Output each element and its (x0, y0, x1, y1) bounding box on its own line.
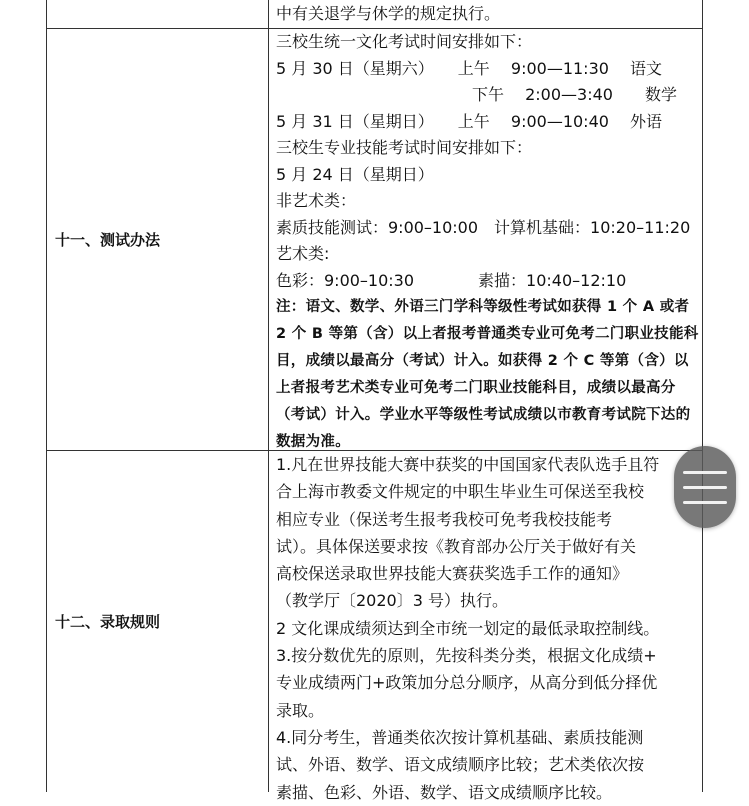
row-label-admission-rules: 十二、录取规则 (55, 613, 161, 631)
content-line: 三校生专业技能考试时间安排如下： (276, 138, 533, 157)
previous-row-text: 中有关退学与休学的规定执行。 (276, 4, 501, 23)
content-line: 试）。具体保送要求按《教育部办公厅关于做好有关 (276, 536, 637, 556)
content-line: 2 文化课成绩须达到全市统一划定的最低录取控制线。 (276, 618, 660, 638)
table-column-divider (268, 0, 269, 792)
content-line: 4.同分考生，普通类依次按计算机基础、素质技能测 (276, 727, 644, 747)
menu-bar (683, 471, 727, 474)
table-border-right (702, 0, 703, 792)
content-line: 素质技能测试：9:00–10:00 计算机基础：10:20–11:20 (276, 217, 691, 237)
admission-rules-content (276, 451, 700, 806)
content-line: 5 月 31 日（星期日） 上午 9:00—10:40 外语 (276, 111, 663, 131)
content-line: 素描、色彩、外语、数学、语文成绩顺序比较。 (276, 782, 613, 802)
content-line: 高校保送录取世界技能大赛获奖选手工作的通知》 (276, 564, 629, 584)
content-line: 5 月 30 日（星期六） 上午 9:00—11:30 语文 (276, 58, 663, 78)
content-line: 合上海市教委文件规定的中职生毕业生可保送至我校 (276, 482, 645, 502)
content-line: （教学厅〔2020〕3 号）执行。 (276, 591, 508, 611)
menu-bar (683, 486, 727, 489)
content-line: 非艺术类： (276, 191, 357, 210)
content-line: 专业成绩两门+政策加分总分顺序，从高分到低分择优 (276, 673, 658, 693)
content-line: 艺术类: (276, 244, 330, 263)
content-line: 1.凡在世界技能大赛中获奖的中国国家代表队选手且符 (276, 455, 660, 474)
row-label-test-method: 十一、测试办法 (55, 231, 161, 249)
content-line: 录取。 (276, 700, 325, 720)
menu-icon[interactable] (674, 446, 736, 528)
menu-bar (683, 501, 727, 504)
test-method-content (276, 29, 700, 455)
content-line: 5 月 24 日（星期日） (276, 164, 434, 184)
content-line: 色彩：9:00–10:30 素描：10:40–12:10 (276, 270, 627, 290)
content-line: 3.按分数优先的原则，先按科类分类，根据文化成绩+ (276, 646, 657, 666)
content-line: 下午 2:00—3:40 数学 (472, 85, 677, 104)
content-line: 试、外语、数学、语文成绩顺序比较；艺术类依次按 (276, 755, 645, 775)
content-line: 相应专业（保送考生报考我校可免考我校技能考 (276, 509, 613, 529)
content-line: 三校生统一文化考试时间安排如下： (276, 32, 533, 51)
note-text: 注：语文、数学、外语三门学科等级性考试如获得 1 个 A 或者 2 个 B 等第（含）以上者报考普通类专业可免考二门职业技能科目，成绩以最高分（考试）计入。如获得 2 个 C 等第（含）以上者报考艺术类专业可免考二门职业技能科目，成绩以最高分（考试）计入。学业水平等级性考试成绩以市教育考试院下达的数据为准。 (276, 299, 699, 450)
